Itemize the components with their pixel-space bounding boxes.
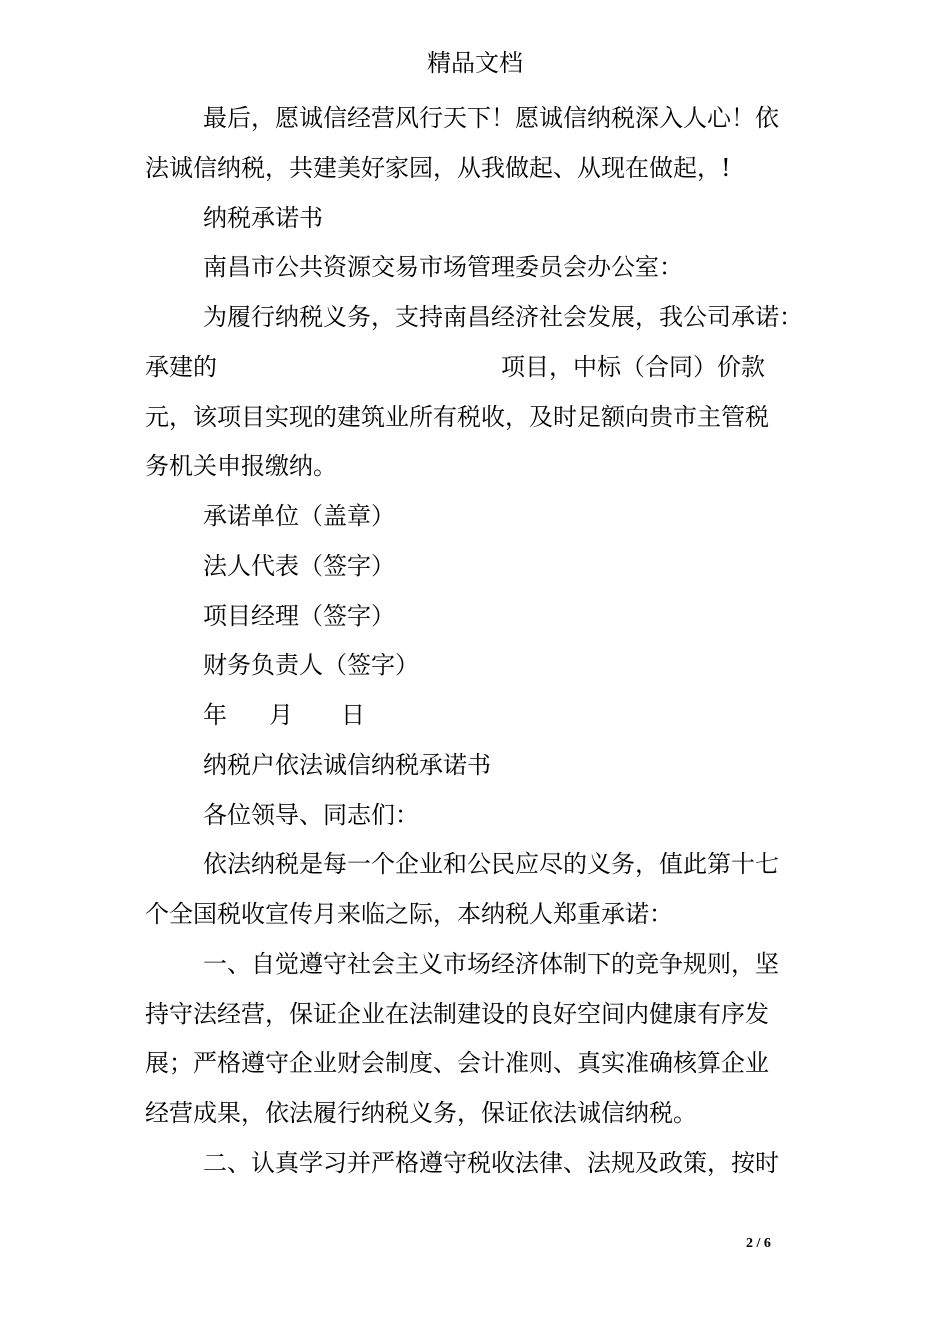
date-day: 日	[341, 701, 365, 729]
paragraph-line: 为履行纳税义务，支持南昌经济社会发展，我公司承诺：	[203, 303, 803, 331]
paragraph-line: 务机关申报缴纳。	[145, 452, 337, 481]
paragraph-line: 一、自觉遵守社会主义市场经济体制下的竞争规则，坚	[203, 949, 779, 978]
paragraph-line: 二、认真学习并严格遵守税收法律、法规及政策，按时	[203, 1148, 779, 1177]
date-line	[145, 695, 815, 745]
signature-legal-rep: 法人代表（签字）	[203, 551, 395, 580]
document-body	[145, 98, 815, 1193]
paragraph-line: 经营成果，依法履行纳税义务，保证依法诚信纳税。	[145, 1099, 697, 1127]
paragraph-line: 元，该项目实现的建筑业所有税收，及时足额向贵市主管税	[145, 402, 769, 431]
addressee: 各位领导、同志们：	[203, 800, 419, 829]
paragraph-line: 法诚信纳税，共建美好家园，从我做起、从现在做起，!	[145, 153, 731, 182]
paragraph-line: 依法纳税是每一个企业和公民应尽的义务，值此第十七	[203, 850, 779, 879]
paragraph-line-with-blank	[145, 347, 815, 397]
signature-finance: 财务负责人（签字）	[203, 651, 419, 680]
date-year: 年	[203, 701, 227, 729]
page-number: 2 / 6	[746, 1236, 771, 1251]
signature-project-manager: 项目经理（签字）	[203, 601, 395, 630]
blank-suffix-text: 项目，中标（合同）价款	[501, 352, 765, 381]
blank-prefix-text: 承建的	[145, 352, 217, 381]
section-heading: 纳税户依法诚信纳税承诺书	[203, 750, 491, 779]
signature-unit: 承诺单位（盖章）	[203, 502, 395, 530]
paragraph-line: 展；严格遵守企业财会制度、会计准则、真实准确核算企业	[145, 1049, 769, 1078]
paragraph-line: 个全国税收宣传月来临之际，本纳税人郑重承诺：	[145, 900, 673, 928]
date-month: 月	[269, 701, 293, 729]
addressee: 南昌市公共资源交易市场管理委员会办公室：	[203, 253, 683, 282]
paragraph-line: 持守法经营，保证企业在法制建设的良好空间内健康有序发	[145, 999, 769, 1028]
document-header-title: 精品文档	[427, 49, 523, 77]
paragraph-line: 最后，愿诚信经营风行天下！愿诚信纳税深入人心！依	[203, 104, 779, 132]
section-heading: 纳税承诺书	[203, 203, 323, 232]
